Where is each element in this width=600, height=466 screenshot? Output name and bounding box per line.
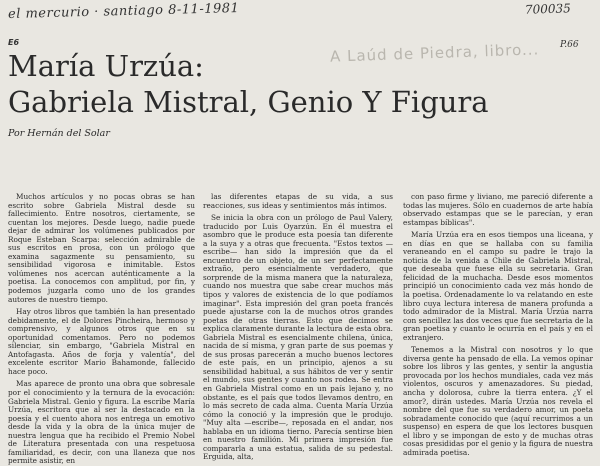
paragraph: Tenemos a la Mistral con nosotros y lo que diversa gente ha pensado de ella. La vemos opinar sobre los libros y las gentes, y sentir la angustia provocada por los hechos mundiales, cada vez más violentos, oscuros y amenazadores. Su piedad, ancha y dolorosa, cubre la tierra entera. ¿Y el amor?, dirán ustedes. María Urzúa nos revela el nombre del que fue su verdadero amor, un poeta sobradamente conocido que (aquí recurrimos a un suspenso) en espera de que los lectores busquen el libro y se impongan de esto y de muchas otras cosas presididas por el genio y la figura de nuestra admirada poetisa.: [403, 345, 593, 457]
paragraph: Se inicia la obra con un prólogo de Paul Valery, traducido por Luis Oyarzún. En él muestra el asombro que le produce esta poesía tan diferente a la suya y a otras que frecuenta. "Estos textos —escribe— han sido la impresión que da el encuentro de un objeto, de un ser perfectamente extraño, pero esencialmente verdadero, que sorprende de la misma manera que la naturaleza, cuando nos muestra que sabe crear muchos más tipos y valores de existencia de lo que podíamos imaginar". Esta impresión del gran poeta francés puede ajustarse con la de muchos otros grandes poetas de otras tierras. Esto que decimos se explica claramente durante la lectura de esta obra. Gabriela Mistral es esencialmente chilena, única, nacida de sí misma, y gran parte de sus poemas y de sus prosas parecerán a mucho buenos lectores de este país, en un principio, ajenos a su sensibilidad habitual, a sus hábitos de ver y sentir el mundo, sus gentes y cuanto nos rodea. Se entra en Gabriela Mistral como en un país lejano y, no obstante, es el país que todos llevamos dentro, en lo más secreto de cada alma. Cuenta María Urzúa cómo la conoció y la impresión que le produjo. "Muy alta —escribe—, reposada en el andar, nos hablaba en un idioma tierno. Parecía sentirse bien en nuestro familión. Mi primera impresión fue compararla a una estatua, salida de su pedestal. Erguida, alta,: [203, 213, 393, 462]
article-byline: Por Hernán del Solar: [8, 128, 110, 139]
article-column-2: [203, 192, 393, 462]
paragraph: Mas aparece de pronto una obra que sobresale por el conocimiento y la ternura de la evocación: Gabriela Mistral. Genio y figura. La escribe María Urzúa, escritora que al ser la destacado en la poesía y el cuento ahora nos entrega un emotivo desde la vida y la obra de la única mujer de nuestra lengua que ha recibido el Premio Nobel de Literatura presentada con una respetuosa familiaridad, es decir, con una llaneza que nos permite asistir, en: [8, 379, 195, 466]
handwritten-catalog-number: 700035: [524, 1, 572, 17]
rotated-background-text: A Laúd de Piedra, libro...: [329, 40, 540, 66]
article-title-line-1: María Urzúa:: [8, 49, 204, 83]
paragraph: con paso firme y liviano, me pareció diferente a todas las mujeres. Sólo en cuadernos de arte había observado estampas que se le parecían, y eran estampas bíblicas".: [403, 192, 593, 227]
section-marker: E6: [8, 38, 20, 47]
paragraph: Hay otros libros que también la han presentado debidamente, el de Dolores Pincheira, hermoso y comprensivo, y algunos otros que en su oportunidad comentamos. Pero no podemos silenciar, sin embargo, "Gabriela Mistral en Antofagasta. Años de forja y valentía", del excelente escritor Mario Bahamonde, fallecido hace poco.: [8, 307, 195, 376]
paragraph: María Urzúa era en esos tiempos una liceana, y en días en que se hallaba con su familia veraneando en el campo su padre le trajo la noticia de la venida a Chile de Gabriela Mistral, que deseaba que fuese ella su secretaria. Gran felicidad de la muchacha. Desde esos momentos principió un conocimiento cada vez más hondo de la poetisa. Ordenadamente lo va relatando en este libro cuya lectura interesa de manera profunda a todo admirador de la Mistral. María Urzúa narra con sencillez las dos veces que fue secretaria de la gran poetisa y cuanto le ocurría en el país y en el extranjero.: [403, 230, 593, 342]
article-column-1: [8, 192, 195, 466]
article-title-line-2: Gabriela Mistral, Genio Y Figura: [8, 85, 489, 119]
article-column-3: [403, 192, 593, 457]
page-tag: P.66: [560, 40, 579, 50]
paragraph: las diferentes etapas de su vida, a sus reacciones, sus ideas y sentimientos más íntimos.: [203, 192, 393, 210]
paragraph: Muchos artículos y no pocas obras se han escrito sobre Gabriela Mistral desde su fallecimiento. Entre nosotros, ciertamente, se cuentan los mejores. Desde luego, nadie puede dejar de admirar los volúmenes publicados por Roque Esteban Scarpa: selección admirable de sus escritos en prosa, con un prólogo que examina sagazmente su pensamiento, su sensibilidad vigorosa e inimitable. Estos volúmenes nos acercan auténticamente a la poetisa. La conocemos con amplitud, por fin, y podemos juzgarla como uno de los grandes autores de nuestro tiempo.: [8, 192, 195, 304]
handwritten-source-note: el mercurio · santiago 8-11-1981: [7, 0, 240, 23]
